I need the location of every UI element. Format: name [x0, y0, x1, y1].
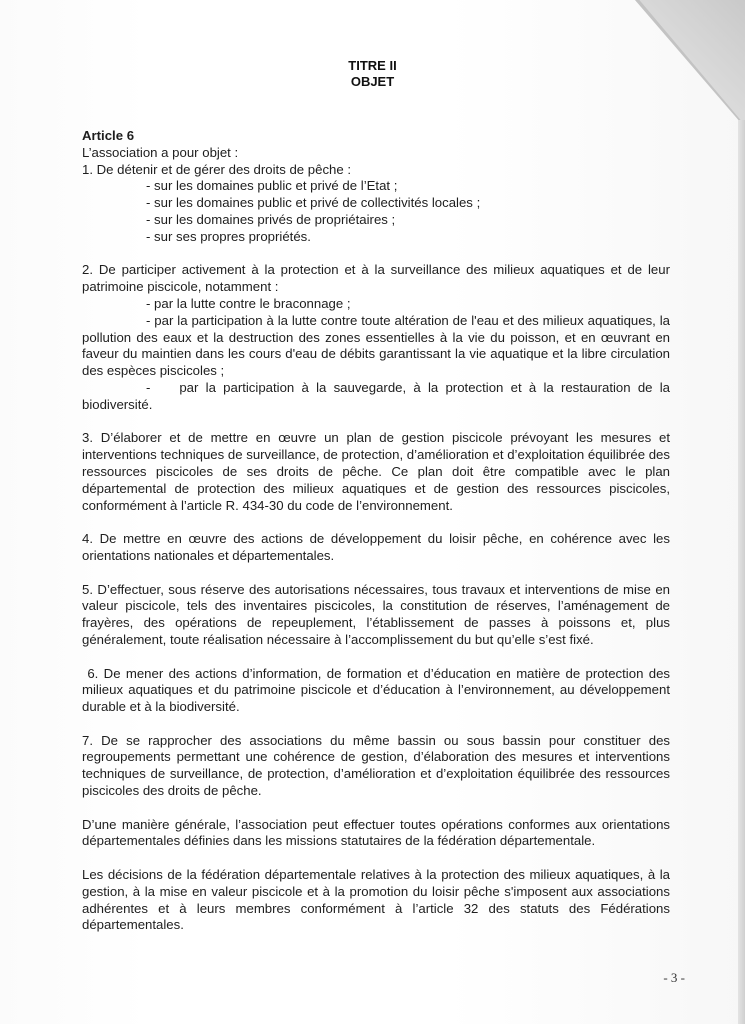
sub-bullet: - sur ses propres propriétés.: [146, 228, 311, 244]
article-heading: Article 6: [82, 128, 135, 143]
page-edge-shadow: [738, 115, 745, 1024]
list-item-4: 4. De mettre en œuvre des actions de développement du loisir pêche, en cohérence avec les orientations nationales et départementales.: [82, 531, 670, 563]
sub-bullet: - sur les domaines privés de propriétaires ;: [146, 211, 396, 227]
section-subtitle: OBJET: [350, 74, 395, 89]
spacer: [82, 649, 670, 666]
sub-bullet: - par la participation à la sauvegarde, à la protection et à la restauration de la biodiversité.: [82, 379, 674, 412]
page-number: - 3 -: [663, 970, 685, 985]
sub-bullet: - sur les domaines public et privé de collectivités locales ;: [146, 195, 481, 211]
spacer: [82, 246, 670, 263]
spacer: [82, 850, 670, 867]
general-paragraph: D’une manière générale, l’association peut effectuer toutes opérations conformes aux orientations départementales définies dans les missions statutaires de la fédération départementale.: [82, 816, 670, 849]
spacer: [82, 716, 670, 733]
sub-bullet: - sur les domaines public et privé de l’Etat ;: [146, 178, 398, 194]
list-item-2: 2. De participer activement à la protection et à la surveillance des milieux aquatiques et de leur patrimoine piscicole, notamment :: [82, 262, 670, 295]
closing-paragraph: Les décisions de la fédération départementale relatives à la protection des milieux aquatiques, à la gestion, à la mise en valeur piscicole et à la promotion du loisir pêche s'imposent aux associations adhérentes et à leurs membres conformément à l’article 32 des statuts des Fédérations départementales.: [82, 867, 670, 933]
spacer: [82, 565, 670, 582]
spacer: [82, 414, 670, 431]
spacer: [82, 800, 670, 817]
section-title: TITRE II: [348, 58, 397, 73]
list-item-6: 6. De mener des actions d’information, de formation et d’éducation en matière de protection des milieux aquatiques et du patrimoine piscicole et d’éducation à l’environnement, au développement durable et à la biodiversité.: [82, 665, 674, 715]
spacer: [82, 514, 670, 531]
list-item-1: 1. De détenir et de gérer des droits de pêche :: [82, 161, 352, 177]
list-item-3: 3. D’élaborer et de mettre en œuvre un plan de gestion piscicole prévoyant les mesures et interventions techniques de surveillance, de protection, d’amélioration et d’exploitation équilibrée des ressources piscicoles de ses droits de pêche. Ce plan doit être compatible avec le plan départemental de protection des milieux aquatiques et de gestion des ressources piscicoles, conformément à l’article R. 434-30 du code de l’environnement.: [82, 430, 670, 513]
sub-bullet: - par la lutte contre le braconnage ;: [146, 295, 351, 311]
list-item-7: 7. De se rapprocher des associations du même bassin ou sous bassin pour constituer des regroupements permettant une cohérence de gestion, d’élaboration des mesures et interventions techniques de surveillance, de protection, d’amélioration et d’exploitation équilibrée des ressources piscicoles des droits de pêche.: [82, 732, 670, 799]
sub-bullet: - par la participation à la lutte contre toute altération de l'eau et des milieux aquatiques, la pollution des eaux et la destruction des zones essentielles à la vie du poisson, et en œuvrant en faveur du maintien dans les cours d'eau de débits garantissant la vie aquatique et la libre circulation des espèces piscicoles ;: [82, 312, 670, 379]
article-body: [82, 128, 674, 934]
article-intro: L’association a pour objet :: [82, 144, 239, 160]
list-item-5: 5. D’effectuer, sous réserve des autorisations nécessaires, tous travaux et interventions de mise en valeur piscicole, tels des inventaires piscicoles, la constitution de réserves, l’aménagement de frayères, des opérations de repeuplement, l’établissement de passes à poissons et, plus généralement, toute réalisation nécessaire à l’accomplissement du but qu’elle s’est fixé.: [82, 581, 670, 647]
